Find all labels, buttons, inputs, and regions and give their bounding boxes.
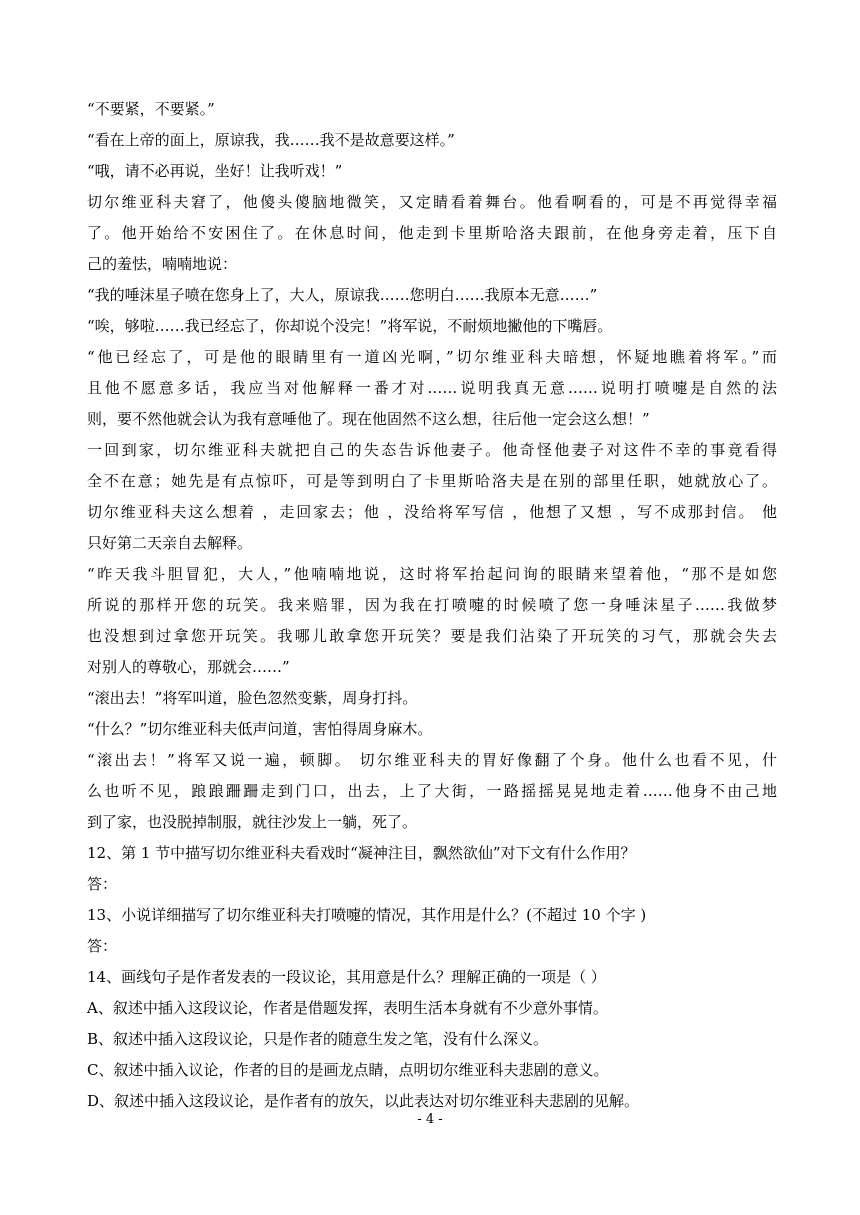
text-line: “我的唾沫星子喷在您身上了，大人，原谅我……您明白……我原本无意……”	[87, 286, 598, 304]
text-line: 了。他开始给不安困住了。在休息时间，他走到卡里斯哈洛夫跟前，在他身旁走着，压下自	[87, 224, 777, 242]
option-a: A、叙述中插入这段议论，作者是借题发挥，表明生活本身就有不少意外事情。	[87, 999, 608, 1017]
question-14: 14、画线句子是作者发表的一段议论，其用意是什么？理解正确的一项是（ ）	[87, 968, 606, 986]
text-line: 也没想到过拿您开玩笑。我哪儿敢拿您开玩笑？要是我们沾染了开玩笑的习气，那就会失去	[87, 627, 777, 645]
text-line: “什么？”切尔维亚科夫低声问道，害怕得周身麻木。	[87, 720, 433, 738]
option-b: B、叙述中插入这段议论，只是作者的随意生发之笔，没有什么深义。	[87, 1030, 549, 1048]
text-line: 对别人的尊敬心，那就会……”	[87, 658, 290, 676]
question-12: 12、第 1 节中描写切尔维亚科夫看戏时“凝神注目，飘然欲仙”对下文有什么作用？	[87, 844, 636, 862]
text-line: “滚出去！”将军叫道，脸色忽然变紫，周身打抖。	[87, 689, 418, 707]
text-line: “昨天我斗胆冒犯，大人，”他喃喃地说，这时将军抬起问询的眼睛来望着他，“那不是如您	[87, 565, 777, 583]
page-number: - 4 -	[417, 1112, 443, 1127]
text-line: 全不在意；她先是有点惊吓，可是等到明白了卡里斯哈洛夫是在别的部里任职，她就放心了。	[87, 472, 777, 490]
option-c: C、叙述中插入议论，作者的目的是画龙点睛，点明切尔维亚科夫悲剧的意义。	[87, 1061, 609, 1079]
text-line: 到了家，也没脱掉制服，就往沙发上一躺，死了。	[87, 813, 418, 831]
answer-label: 答：	[87, 875, 118, 893]
text-line: 么也听不见，踉踉跚跚走到门口，出去，上了大街，一路摇摇晃晃地走着……他身不由己地	[87, 782, 777, 800]
text-line: 只好第二天亲自去解释。	[87, 534, 253, 552]
text-line: 所说的那样开您的玩笑。我来赔罪，因为我在打喷嚏的时候喷了您一身唾沫星子……我做梦	[87, 596, 777, 614]
text-line: 且他不愿意多话，我应当对他解释一番才对……说明我真无意……说明打喷嚏是自然的法	[87, 379, 777, 397]
question-13: 13、小说详细描写了切尔维亚科夫打喷嚏的情况，其作用是什么？(不超过 10 个字 )	[87, 906, 647, 924]
text-line: 一回到家，切尔维亚科夫就把自己的失态告诉他妻子。他奇怪他妻子对这件不幸的事竟看得	[87, 441, 777, 459]
text-line: “他已经忘了，可是他的眼睛里有一道凶光啊，”切尔维亚科夫暗想，怀疑地瞧着将军。”而	[87, 348, 777, 366]
text-line: “哦，请不必再说，坐好！让我听戏！”	[87, 162, 343, 180]
answer-label: 答：	[87, 937, 118, 955]
text-line: 切尔维亚科夫窘了，他傻头傻脑地微笑，又定睛看着舞台。他看啊看的，可是不再觉得幸福	[87, 193, 777, 211]
text-line: 则，要不然他就会认为我有意唾他了。现在他固然不这么想，往后他一定会这么想！”	[87, 410, 650, 428]
text-line: “看在上帝的面上，原谅我，我……我不是故意要这样。”	[87, 131, 455, 149]
option-d: D、叙述中插入这段议论，是作者有的放矢，以此表达对切尔维亚科夫悲剧的见解。	[87, 1092, 640, 1110]
document-body	[87, 94, 777, 1117]
text-line: 己的羞怯，喃喃地说：	[87, 255, 238, 273]
text-line: “不要紧，不要紧。”	[87, 100, 215, 118]
text-line: 切尔维亚科夫这么想着 ，走回家去；他 ，没给将军写信 ，他想了又想 ，写不成那封信。 他	[87, 503, 777, 521]
text-line: “唉，够啦……我已经忘了，你却说个没完！”将军说，不耐烦地撇他的下嘴唇。	[87, 317, 613, 335]
text-line: “滚出去！”将军又说一遍，顿脚。 切尔维亚科夫的胃好像翻了个身。他什么也看不见，什	[87, 751, 777, 769]
